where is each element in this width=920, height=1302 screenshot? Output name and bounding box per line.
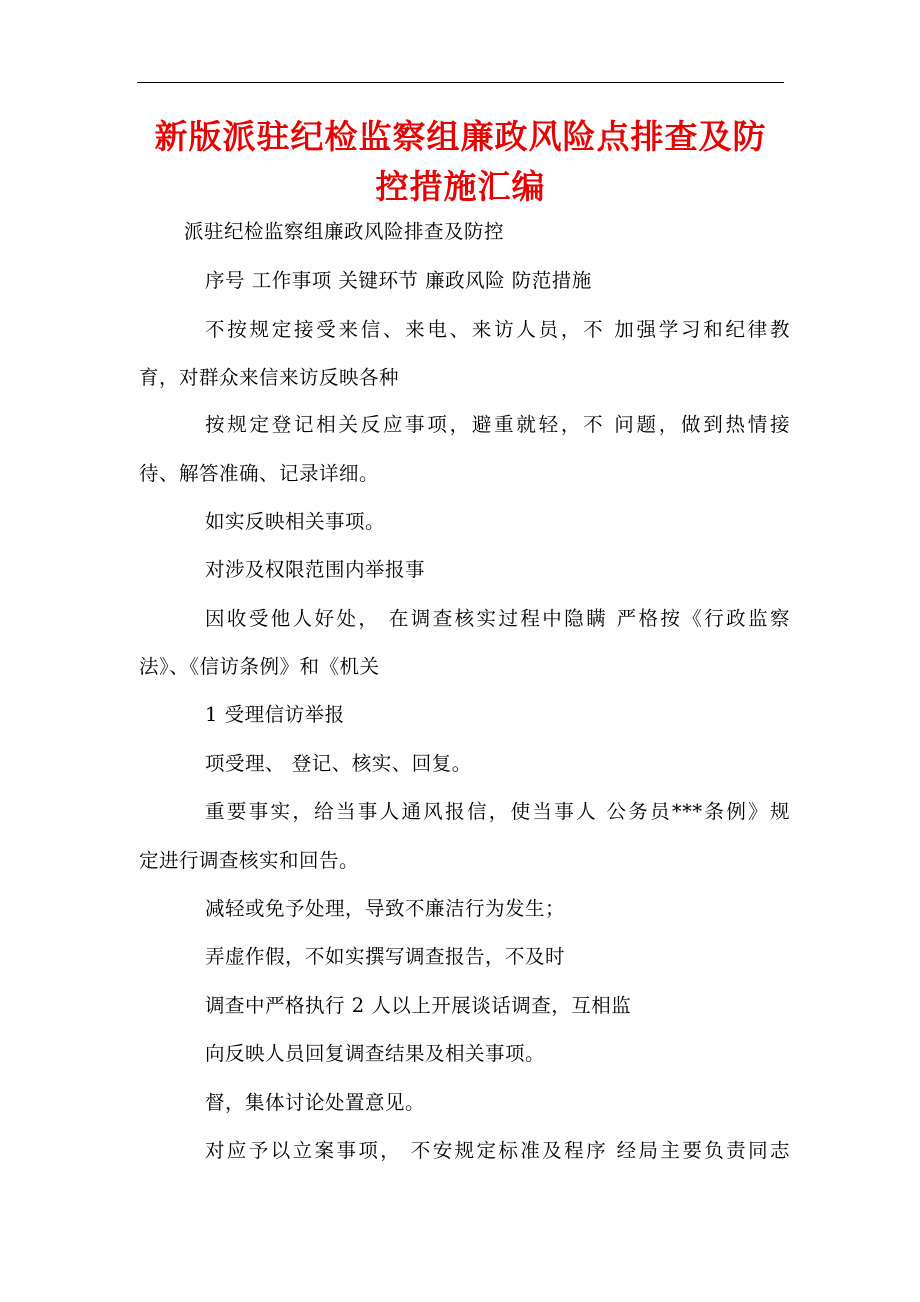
paragraph-line: 督，集体讨论处置意见。 — [205, 1091, 426, 1114]
paragraph-line: 如实反映相关事项。 — [205, 510, 386, 533]
paragraph-line: 定进行调查核实和回告。 — [139, 849, 360, 872]
paragraph-line: 不按规定接受来信、来电、来访人员，不 加强学习和纪律教 — [205, 318, 790, 341]
paragraph-line: 项受理、 登记、核实、回复。 — [205, 752, 472, 775]
paragraph-line: 向反映人员回复调查结果及相关事项。 — [205, 1042, 546, 1065]
paragraph-line: 弄虚作假，不如实撰写调查报告，不及时 — [205, 945, 566, 968]
header-rule — [137, 82, 784, 83]
paragraph-line: 对涉及权限范围内举报事 — [205, 558, 426, 581]
subtitle: 派驻纪检监察组廉政风险排查及防控 — [184, 220, 505, 243]
title-line-2: 控措施汇编 — [375, 167, 546, 206]
paragraph-line: 1 受理信访举报 — [205, 703, 345, 726]
paragraph-line: 减轻或免予处理，导致不廉洁行为发生； — [205, 897, 566, 920]
paragraph-line: 按规定登记相关反应事项，避重就轻，不 问题，做到热情接 — [205, 413, 790, 436]
paragraph-line: 法》、《信访条例》和《机关 — [139, 655, 380, 678]
paragraph-line: 重要事实，给当事人通风报信，使当事人 公务员***条例》规 — [205, 800, 790, 823]
title-line-1: 新版派驻纪检监察组廉政风险点排查及防 — [154, 117, 767, 156]
table-header-row: 序号 工作事项 关键环节 廉政风险 防范措施 — [205, 269, 592, 292]
paragraph-line: 因收受他人好处， 在调查核实过程中隐瞒 严格按《行政监察 — [205, 607, 790, 630]
paragraph-line: 调查中严格执行 2 人以上开展谈话调查，互相监 — [205, 994, 632, 1017]
document-title — [137, 112, 784, 212]
paragraph-line: 对应予以立案事项， 不安规定标准及程序 经局主要负责同志 — [205, 1139, 790, 1162]
paragraph-line: 育，对群众来信来访反映各种 — [139, 366, 400, 389]
paragraph-line: 待、解答准确、记录详细。 — [139, 462, 380, 485]
